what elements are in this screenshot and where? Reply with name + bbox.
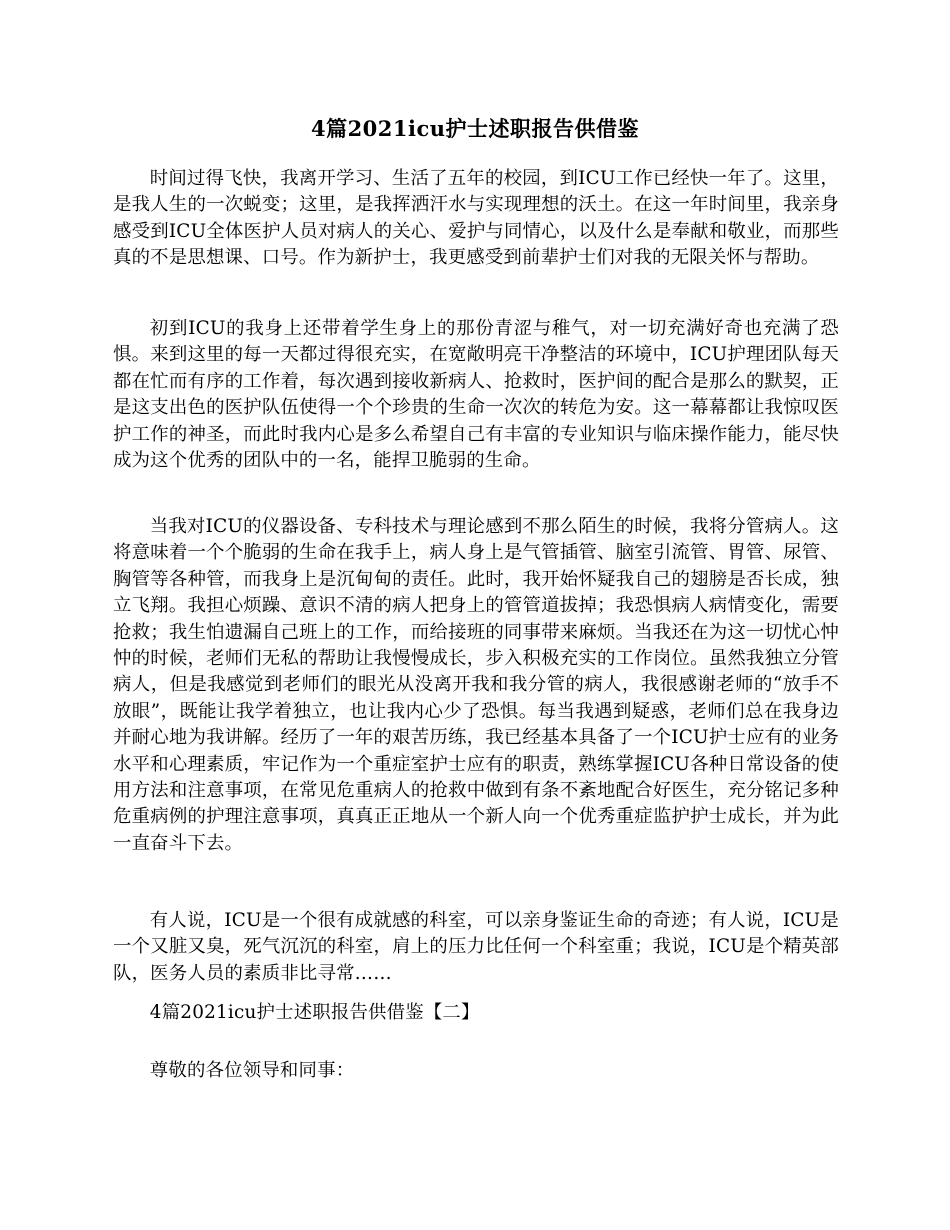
section-heading-2: 4篇2021icu护士述职报告供借鉴【二】 xyxy=(149,1002,480,1023)
salutation: 尊敬的各位领导和同事： xyxy=(149,1060,355,1081)
paragraph-2: 初到ICU的我身上还带着学生身上的那份青涩与稚气，对一切充满好奇也充满了恐惧。来到这里的每一天都过得很充实，在宽敞明亮干净整洁的环境中，ICU护理团队每天都在忙而有序的工作着，每次遇到接收新病人、抢救时，医护间的配合是那么的默契，正是这支出色的医护队伍使得一个个珍贵的生命一次次的转危为安。这一幕幕都让我惊叹医护工作的神圣，而此时我内心是多么希望自己有丰富的专业知识与临床操作能力，能尽快成为这个优秀的团队中的一名，能捍卫脆弱的生命。 xyxy=(113,318,839,472)
paragraph-1: 时间过得飞快，我离开学习、生活了五年的校园，到ICU工作已经快一年了。这里，是我人生的一次蜕变；这里，是我挥洒汗水与实现理想的沃土。在这一年时间里，我亲身感受到ICU全体医护人员对病人的关心、爱护与同情心，以及什么是奉献和敬业，而那些真的不是思想课、口号。作为新护士，我更感受到前辈护士们对我的无限关怀与帮助。 xyxy=(113,168,839,269)
document-title: 4篇2021icu护士述职报告供借鉴 xyxy=(310,116,640,141)
paragraph-3: 当我对ICU的仪器设备、专科技术与理论感到不那么陌生的时候，我将分管病人。这将意味着一个个脆弱的生命在我手上，病人身上是气管插管、脑室引流管、胃管、尿管、胸管等各种管，而我身上是沉甸甸的责任。此时，我开始怀疑我自己的翅膀是否长成，独立飞翔。我担心烦躁、意识不清的病人把身上的管管道拔掉；我恐惧病人病情变化，需要抢救；我生怕遗漏自己班上的工作，而给接班的同事带来麻烦。当我还在为这一切忧心忡忡的时候，老师们无私的帮助让我慢慢成长，步入积极充实的工作岗位。虽然我独立分管病人，但是我感觉到老师们的眼光从没离开我和我分管的病人，我很感谢老师的“放手不放眼”，既能让我学着独立，也让我内心少了恐惧。每当我遇到疑惑，老师们总在我身边并耐心地为我讲解。经历了一年的艰苦历练，我已经基本具备了一个ICU护士应有的业务水平和心理素质，牢记作为一个重症室护士应有的职责，熟练掌握ICU各种日常设备的使用方法和注意事项，在常见危重病人的抢救中做到有条不紊地配合好医生，充分铭记多种危重病例的护理注意事项，真真正正地从一个新人向一个优秀重症监护护士成长，并为此一直奋斗下去。 xyxy=(113,516,839,854)
paragraph-4: 有人说，ICU是一个很有成就感的科室，可以亲身鉴证生命的奇迹；有人说，ICU是一个又脏又臭，死气沉沉的科室，肩上的压力比任何一个科室重；我说，ICU是个精英部队，医务人员的素质非比寻常…… xyxy=(113,910,839,984)
